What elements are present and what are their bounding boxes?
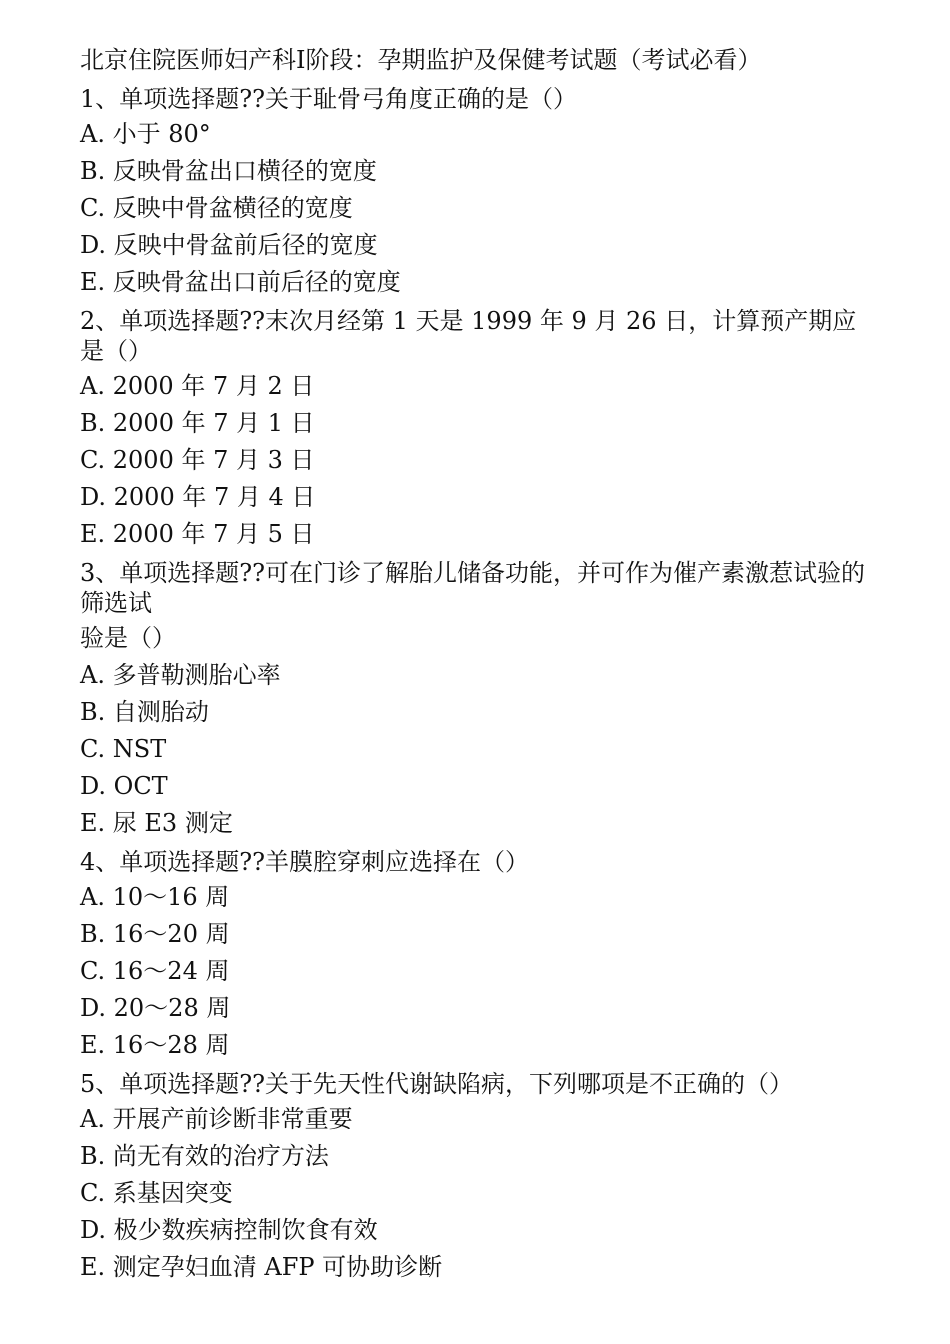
answer-option: E. 测定孕妇血清 AFP 可协助诊断 — [80, 1253, 443, 1281]
question-stem: 4、单项选择题??羊膜腔穿刺应选择在（） — [80, 848, 530, 876]
answer-option: D. 极少数疾病控制饮食有效 — [80, 1216, 378, 1244]
answer-option: E. 16～28 周 — [80, 1031, 230, 1059]
answer-option: A. 开展产前诊断非常重要 — [80, 1105, 353, 1133]
answer-option: D. 反映中骨盆前后径的宽度 — [80, 231, 378, 259]
answer-option: C. 反映中骨盆横径的宽度 — [80, 194, 353, 222]
question-stem: 3、单项选择题??可在门诊了解胎儿储备功能，并可作为催产素激惹试验的筛选试 — [80, 559, 866, 617]
answer-option: E. 反映骨盆出口前后径的宽度 — [80, 268, 401, 296]
question-stem: 5、单项选择题??关于先天性代谢缺陷病，下列哪项是不正确的（） — [80, 1070, 794, 1098]
answer-option: E. 2000 年 7 月 5 日 — [80, 520, 315, 548]
answer-option: D. OCT — [80, 772, 168, 800]
answer-option: B. 自测胎动 — [80, 698, 209, 726]
answer-option: A. 多普勒测胎心率 — [80, 661, 281, 689]
answer-option: C. 2000 年 7 月 3 日 — [80, 446, 315, 474]
answer-option: D. 20～28 周 — [80, 994, 231, 1022]
answer-option: B. 2000 年 7 月 1 日 — [80, 409, 315, 437]
document-title: 北京住院医师妇产科Ⅰ阶段：孕期监护及保健考试题（考试必看） — [80, 46, 762, 74]
answer-option: B. 尚无有效的治疗方法 — [80, 1142, 329, 1170]
answer-option: C. 系基因突变 — [80, 1179, 233, 1207]
answer-option: B. 反映骨盆出口横径的宽度 — [80, 157, 377, 185]
question-stem-continuation: 验是（） — [80, 624, 176, 652]
answer-option: A. 小于 80° — [80, 120, 211, 148]
answer-option: A. 10～16 周 — [80, 883, 230, 911]
document-page — [80, 42, 870, 1286]
answer-option: A. 2000 年 7 月 2 日 — [80, 372, 315, 400]
answer-option: D. 2000 年 7 月 4 日 — [80, 483, 316, 511]
answer-option: C. NST — [80, 735, 167, 763]
answer-option: C. 16～24 周 — [80, 957, 230, 985]
question-stem: 2、单项选择题??末次月经第 1 天是 1999 年 9 月 26 日，计算预产期应是（） — [80, 307, 857, 365]
answer-option: E. 尿 E3 测定 — [80, 809, 233, 837]
question-stem: 1、单项选择题??关于耻骨弓角度正确的是（） — [80, 85, 578, 113]
answer-option: B. 16～20 周 — [80, 920, 230, 948]
